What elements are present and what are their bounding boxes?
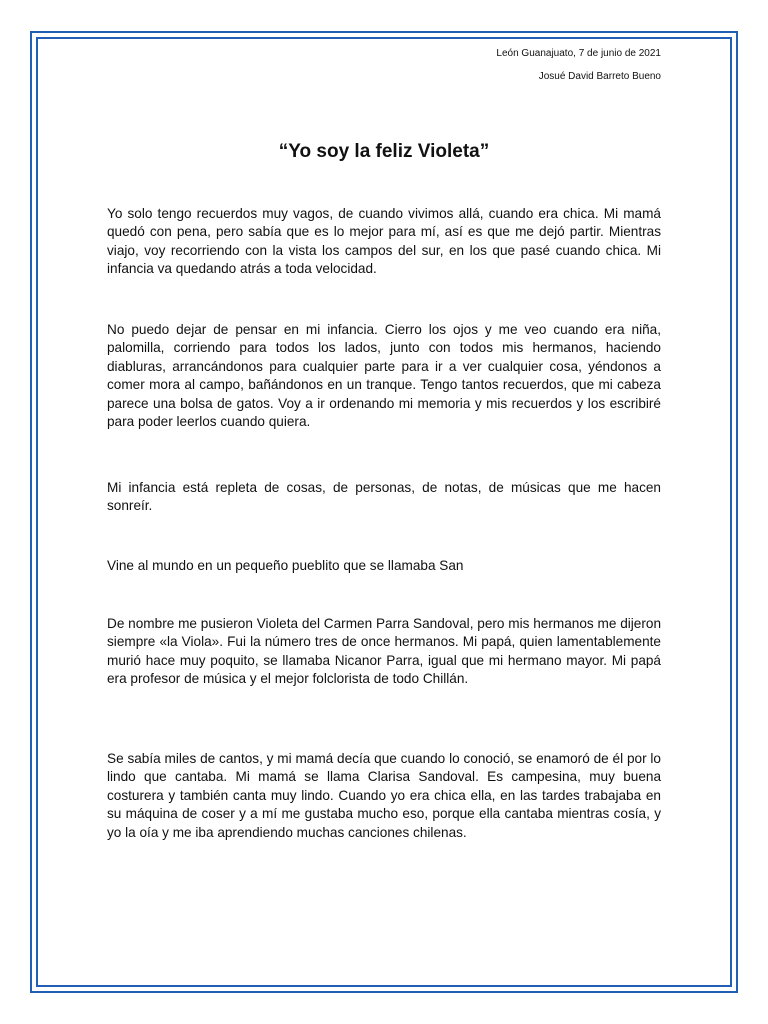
place-date: León Guanajuato, 7 de junio de 2021	[496, 48, 661, 59]
paragraph-3: Mi infancia está repleta de cosas, de personas, de notas, de músicas que me hacen sonreír.	[107, 480, 661, 514]
document-header	[496, 47, 661, 84]
paragraph-5: De nombre me pusieron Violeta del Carmen Parra Sandoval, pero mis hermanos me dijeron siempre «la Viola». Fui la número tres de once hermanos. Mi papá, quien lamentablemente murió hace muy poquito, se llamaba Nicanor Parra, igual que mi hermano mayor. Mi papá era profesor de música y el mejor folclorista de todo Chillán.	[107, 616, 661, 687]
paragraph-1: Yo solo tengo recuerdos muy vagos, de cuando vivimos allá, cuando era chica. Mi mamá quedó con pena, pero sabía que es lo mejor para mí, así es que me dejó partir. Mientras viajo, voy recorriendo con la vista los campos del sur, en los que pasé cuando chica. Mi infancia va quedando atrás a toda velocidad.	[107, 206, 661, 277]
paragraph-2: No puedo dejar de pensar en mi infancia. Cierro los ojos y me veo cuando era niña, palomilla, corriendo para todos los lados, junto con todos mis hermanos, haciendo diabluras, arrancándonos para cualquier parte para ir a ver cualquier cosa, yéndonos a comer mora al campo, bañándonos en un tranque. Tengo tantos recuerdos, que mi cabeza parece una bolsa de gatos. Voy a ir ordenando mi memoria y mis recuerdos y los escribiré para poder leerlos cuando quiera.	[107, 322, 661, 430]
paragraph-6: Se sabía miles de cantos, y mi mamá decía que cuando lo conoció, se enamoró de él por lo lindo que cantaba. Mi mamá se llama Clarisa Sandoval. Es campesina, muy buena costurera y también canta muy lindo. Cuando yo era chica ella, en las tardes trabajaba en su máquina de coser y a mí me gustaba mucho eso, porque ella cantaba mientras cosía, y yo la oía y me iba aprendiendo muchas canciones chilenas.	[107, 751, 661, 840]
author-name: Josué David Barreto Bueno	[538, 71, 661, 82]
paragraph-4: Vine al mundo en un pequeño pueblito que se llamaba San	[107, 558, 464, 573]
document-title: “Yo soy la feliz Violeta”	[278, 141, 490, 162]
